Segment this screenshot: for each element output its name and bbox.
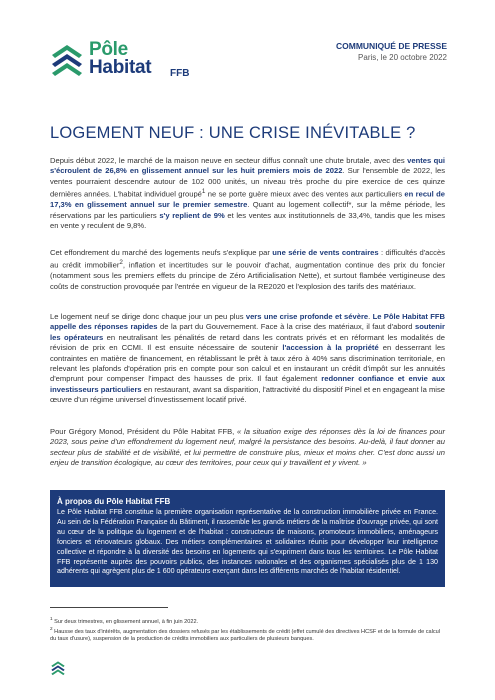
page-title: LOGEMENT NEUF : UNE CRISE INÉVITABLE ? [50, 124, 416, 142]
footnote-2: $^2$ Hausse des taux d'intérêts, augmentation des dossiers refusés par les établissements de crédit (effet cumulé des directives HCSF et de la formule de calcul du taux d'usure), suspension de la production de crédits immobiliers aux particuliers de plusieurs banques. [50, 626, 441, 643]
logo-text-habitat: Habitat [89, 57, 152, 78]
about-text: Le Pôle Habitat FFB constitue la première organisation représentative de la construction immobilière privée en France. Au sein de la Fédération Française du Bâtiment, il rassemble les grands métiers de la maîtrise d'ouvrage privée, qui sont au cœur de la politique du logement et de l'habitat : constructeurs de maisons, promoteurs immobiliers, aménageurs fonciers et rénovateurs globaux. Des métiers complémentaires et solidaires réunis pour développer leur intelligence collective et répondre à la diversité des besoins en logements qui s'expriment dans tous les territoires. Le Pôle Habitat FFB représente auprès des pouvoirs publics, des instances nationales et des organismes spécialisés plus de 1 130 adhérents qui agrègent plus de 1 600 opérateurs exerçant dans les différents marchés de l'habitat résidentiel. [57, 508, 438, 576]
about-box [50, 490, 445, 587]
footnote-divider [50, 607, 168, 608]
footer-logo-icon [50, 660, 66, 676]
logo-mark-icon [50, 42, 84, 78]
press-release-label: COMMUNIQUÉ DE PRESSE [336, 41, 447, 51]
footnote-1: $^1$ Sur deux trimestres, en glissement annuel, à fin juin 2022. [50, 616, 199, 625]
paragraph-1: Depuis début 2022, le marché de la maison neuve en secteur diffus connaît une chute brutale, avec des ventes qui s'écroulent de 26,8% en glissement annuel sur les huit premiers mois de 2022. Sur l'ensemble de 2022, les ventes pourraient descendre autour de 102 000 unités, un niveau très proche du pire exercice de ces quinze dernières années. L'habitat individuel groupé$^1$ ne se porte guère mieux avec des ventes aux particuliers en recul de 17,3% en glissement annuel sur le premier semestre. Quant au logement collectif*, sur la même période, les réservations par les particuliers s'y replient de 9% et les ventes aux institutionnels de 33,4%, tandis que les mises en vente y reculent de 9,8%. [50, 156, 446, 230]
paragraph-3: Le logement neuf se dirige donc chaque jour un peu plus vers une crise profonde et sévère. Le Pôle Habitat FFB appelle des réponses rapides de la part du Gouvernement. Face à la crise des matériaux, il faut d'abord soutenir les opérateurs en neutralisant les pénalités de retard dans les contrats privés et en réformant les modalités de révision de prix en CCMI. Il est ensuite nécessaire de soutenir l'accession à la propriété en desserrant les contraintes en matière de financement, en rétablissant le prêt à taux zéro à 40% sans discrimination territoriale, en relevant les plafonds d'opération pris en compte pour son calcul et en instaurant un crédit d'impôt sur les annuités d'emprunt pour compenser l'impact des hausses de prix. Il faut également redonner confiance et envie aux investisseurs particuliers en restaurant, avant sa disparition, l'attractivité du dispositif Pinel et en engageant la mise œuvre d'un régime universel d'investissement locatif privé. [50, 312, 446, 405]
pole-habitat-logo [50, 40, 240, 84]
about-title: À propos du Pôle Habitat FFB [57, 497, 171, 506]
logo-text-pole: Pôle [89, 39, 128, 60]
dateline: Paris, le 20 octobre 2022 [358, 53, 447, 62]
paragraph-4: Pour Grégory Monod, Président du Pôle Habitat FFB, « la situation exige des réponses dès la loi de finances pour 2023, sous peine d'un effondrement du logement neuf, malgré la persistance des besoins. Au-delà, il faut donner au secteur plus de stabilité et de visibilité, et lui permettre de construire plus, mieux et moins cher. C'est donc aussi un enjeu de transition écologique, au cœur des territoires, pour ceux qui y travaillent et y vivent. » [50, 427, 445, 468]
paragraph-2: Cet effondrement du marché des logements neufs s'explique par une série de vents contraires : difficultés d'accès au crédit immobilier$^2$, inflation et incertitudes sur le pouvoir d'achat, augmentation continue des prix du foncier (notamment sous les premiers effets du principe de Zéro Artificialisation Nette), et surtout flambée vertigineuse des coûts de construction provoquée par l'entrée en vigueur de la RE2020 et l'explosion des tarifs des matériaux. [50, 248, 445, 291]
logo-text-ffb: FFB [170, 68, 190, 79]
